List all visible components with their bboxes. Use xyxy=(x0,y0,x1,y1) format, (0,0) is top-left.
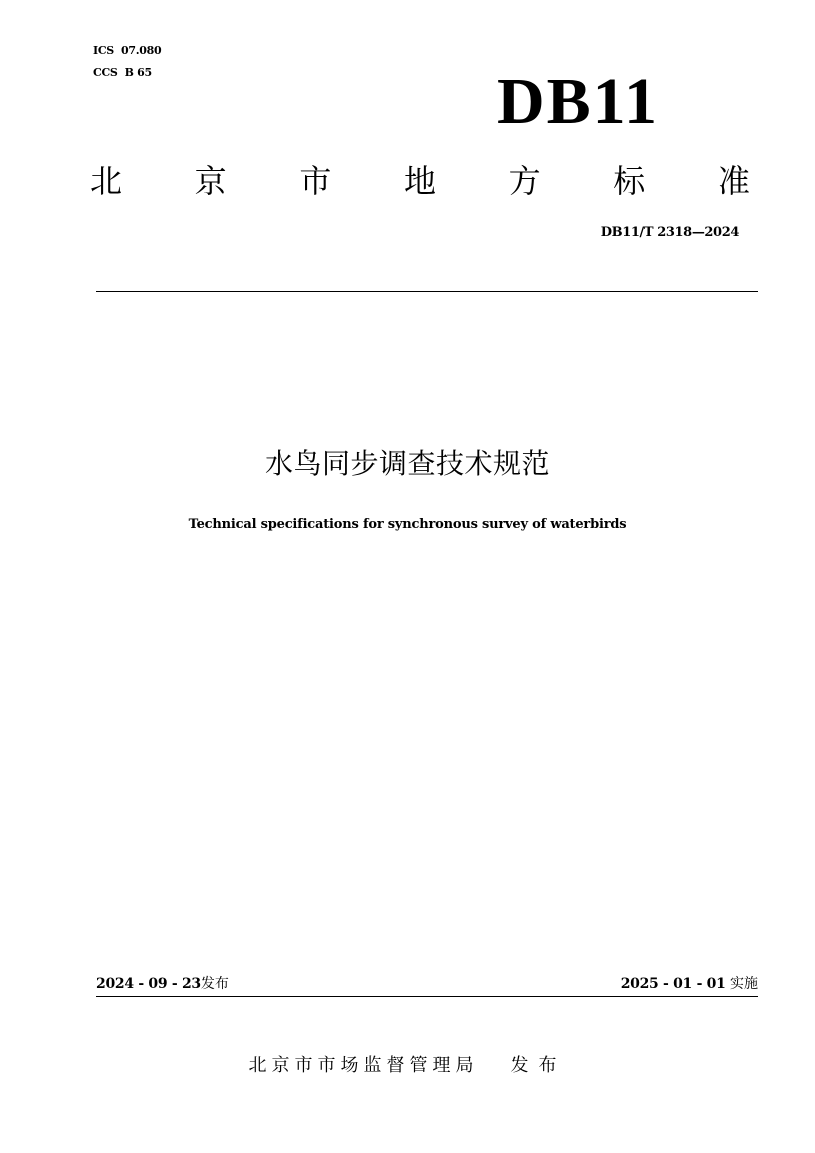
publisher-action: 发布 xyxy=(510,1055,567,1076)
release-date-line xyxy=(96,973,229,995)
standard-type-char: 北 xyxy=(90,162,123,200)
bottom-divider xyxy=(96,996,758,997)
standard-type-char: 标 xyxy=(613,162,646,200)
standard-type-char: 市 xyxy=(299,162,332,200)
publisher-name: 北京市市场监督管理局 xyxy=(248,1055,479,1076)
standard-type-char: 京 xyxy=(194,162,227,200)
classification-codes xyxy=(93,40,161,84)
title-english: Technical specifications for synchronous survey of waterbirds xyxy=(188,517,627,532)
release-label: 发布 xyxy=(200,976,229,992)
standard-number: DB11/T 2318—2024 xyxy=(600,225,739,240)
title-chinese: 水鸟同步调查技术规范 xyxy=(264,447,550,480)
publisher-line xyxy=(0,1053,815,1079)
implement-date-line xyxy=(621,973,758,995)
standard-type-heading xyxy=(90,158,750,204)
standard-type-char: 地 xyxy=(403,162,436,200)
standard-type-char: 方 xyxy=(508,162,541,200)
implement-label: 实施 xyxy=(730,976,758,992)
release-date: 2024 - 09 - 23 xyxy=(96,976,201,992)
top-divider xyxy=(96,291,758,292)
db11-logo: DB11 xyxy=(497,65,660,138)
ccs-code: CCS B 65 xyxy=(93,66,152,79)
standard-type-char: 准 xyxy=(717,162,750,200)
ics-code: ICS 07.080 xyxy=(93,44,162,57)
implement-date: 2025 - 01 - 01 xyxy=(620,976,726,992)
